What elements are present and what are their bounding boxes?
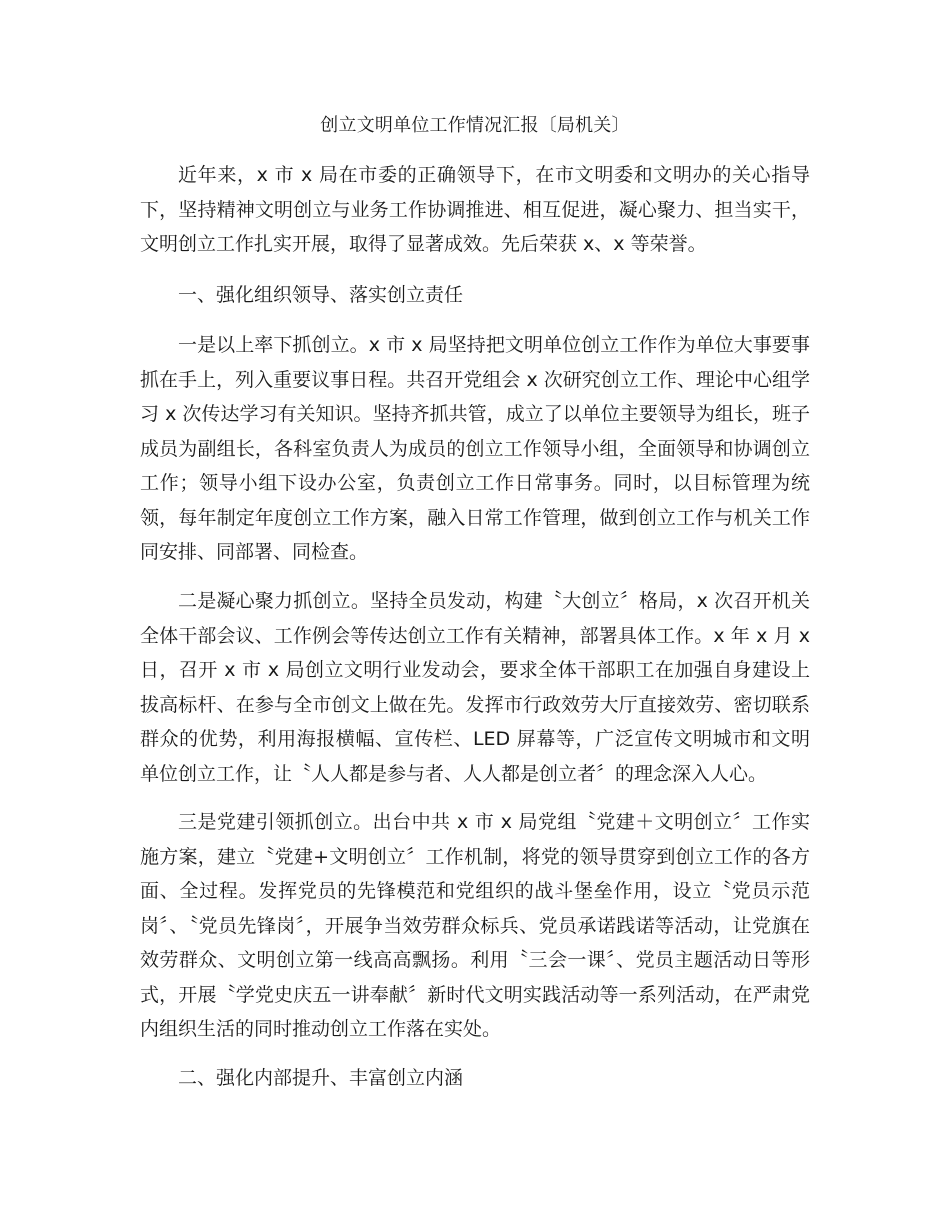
document-title: 创立文明单位工作情况汇报〔局机关〕 bbox=[320, 115, 630, 136]
intro-paragraph: 近年来，x 市 x 局在市委的正确领导下，在市文明委和文明办的关心指导下，坚持精神文明创立与业务工作协调推进、相互促进，凝心聚力、担当实干，文明创立工作扎实开展，取得了显著成效。先后荣获 x、x 等荣誉。 bbox=[140, 164, 810, 255]
section-heading-2: 二、强化内部提升、丰富创立内涵 bbox=[178, 1067, 464, 1089]
section-heading-1: 一、强化组织领导、落实创立责任 bbox=[178, 284, 464, 306]
point-1-paragraph: 一是以上率下抓创立。x 市 x 局坚持把文明单位创立工作作为单位大事要事抓在手上，列入重要议事日程。共召开党组会 x 次研究创立工作、理论中心组学习 x 次传达学习有关知识。坚持齐抓共管，成立了以单位主要领导为组长，班子成员为副组长，各科室负责人为成员的创立工作领导小组，全面领导和协调创立工作；领导小组下设办公室，负责创立工作日常事务。同时，以目标管理为统领，每年制定年度创立工作方案，融入日常工作管理，做到创立工作与机关工作同安排、同部署、同检查。 bbox=[140, 334, 810, 563]
point-3-paragraph: 三是党建引领抓创立。出台中共 x 市 x 局党组〝党建＋文明创立〞工作实施方案，建立〝党建+文明创立〞工作机制，将党的领导贯穿到创立工作的各方面、全过程。发挥党员的先锋模范和党组织的战斗堡垒作用，设立〝党员示范岗〞、〝党员先锋岗〞，开展争当效劳群众标兵、党员承诺践诺等活动，让党旗在效劳群众、文明创立第一线高高飘扬。利用〝三会一课〞、党员主题活动日等形式，开展〝学党史庆五一讲奉献〞新时代文明实践活动等一系列活动，在严肃党内组织生活的同时推动创立工作落在实处。 bbox=[140, 811, 810, 1040]
point-2-paragraph: 二是凝心聚力抓创立。坚持全员发动，构建〝大创立〞格局，x 次召开机关全体干部会议、工作例会等传达创立工作有关精神，部署具体工作。x 年 x 月 x 日，召开 x 市 x 局创立文明行业发动会，要求全体干部职工在加强自身建设上拔高标杆、在参与全市创文上做在先。发挥市行政效劳大厅直接效劳、密切联系群众的优势，利用海报横幅、宣传栏、LED 屏幕等，广泛宣传文明城市和文明单位创立工作，让〝人人都是参与者、人人都是创立者〞的理念深入人心。 bbox=[140, 590, 810, 785]
